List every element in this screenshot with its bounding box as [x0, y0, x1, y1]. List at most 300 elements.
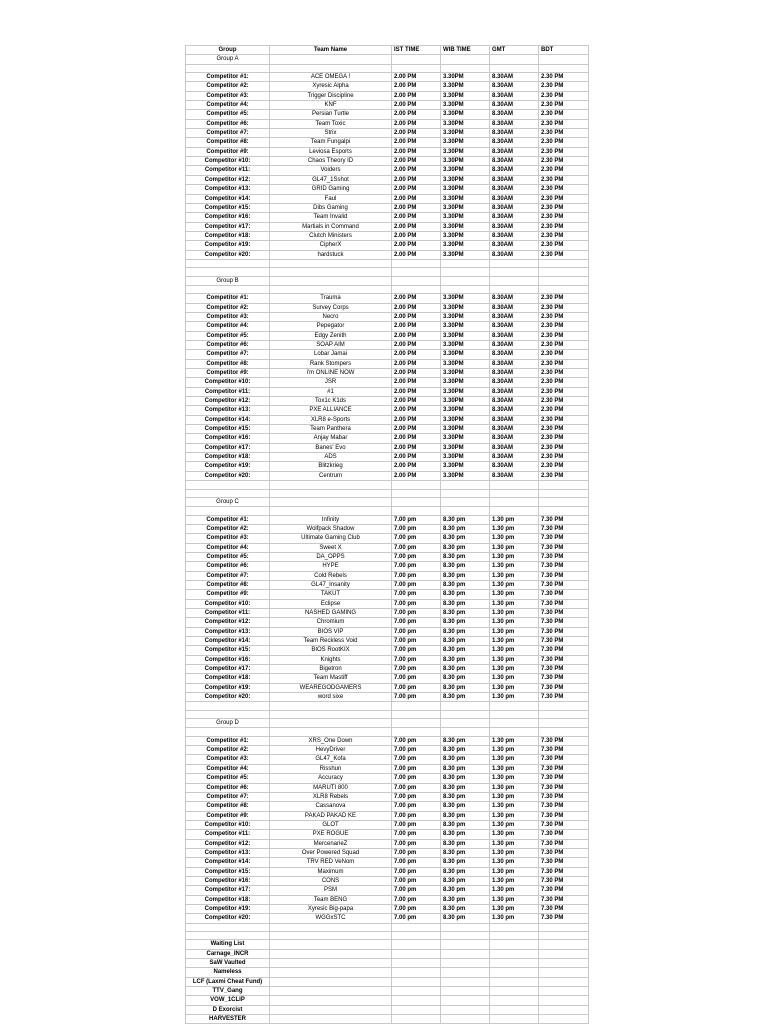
- empty-cell: [392, 481, 441, 489]
- wib-time: 8.30 pm: [441, 736, 490, 745]
- gmt-time: 1.30 pm: [490, 534, 539, 543]
- empty-cell: [392, 949, 441, 958]
- gmt-time: 1.30 pm: [490, 665, 539, 674]
- bdt-time: 7.30 PM: [539, 543, 589, 552]
- empty-cell: [392, 268, 441, 276]
- competitor-row: [186, 82, 589, 91]
- competitor-label: Competitor #17:: [186, 443, 270, 452]
- empty-cell: [392, 489, 441, 497]
- competitor-label: Competitor #5:: [186, 331, 270, 340]
- gmt-time: 1.30 pm: [490, 608, 539, 617]
- team-name: ADS: [270, 453, 392, 462]
- bdt-time: 7.30 PM: [539, 820, 589, 829]
- team-name: Xyresic Big-papa: [270, 904, 392, 913]
- empty-cell: [441, 932, 490, 940]
- competitor-row: [186, 608, 589, 617]
- gmt-time: 8.30AM: [490, 453, 539, 462]
- bdt-time: 7.30 PM: [539, 848, 589, 857]
- gmt-time: 8.30AM: [490, 434, 539, 443]
- competitor-label: Competitor #2:: [186, 524, 270, 533]
- empty-cell: [270, 64, 392, 72]
- competitor-label: Competitor #3:: [186, 91, 270, 100]
- competitor-row: [186, 914, 589, 923]
- competitor-label: Competitor #17:: [186, 665, 270, 674]
- empty-cell: [186, 489, 270, 497]
- competitor-row: [186, 443, 589, 452]
- team-name: Trigger Discipline: [270, 91, 392, 100]
- wib-time: 8.30 pm: [441, 848, 490, 857]
- bdt-time: 7.30 PM: [539, 571, 589, 580]
- gmt-time: 8.30AM: [490, 185, 539, 194]
- empty-cell: [270, 940, 392, 949]
- ist-time: 2.00 PM: [392, 231, 441, 240]
- competitor-label: Competitor #15:: [186, 203, 270, 212]
- bdt-time: 7.30 PM: [539, 655, 589, 664]
- waiting-team: TTV_Gang: [186, 987, 270, 996]
- competitor-row: [186, 755, 589, 764]
- competitor-label: Competitor #18:: [186, 674, 270, 683]
- ist-time: 2.00 PM: [392, 397, 441, 406]
- gmt-time: 8.30AM: [490, 119, 539, 128]
- ist-time: 2.00 PM: [392, 157, 441, 166]
- ist-time: 7.00 pm: [392, 820, 441, 829]
- team-name: Trauma: [270, 294, 392, 303]
- wib-time: 8.30 pm: [441, 895, 490, 904]
- header-wib-time: WIB TIME: [441, 46, 490, 55]
- wib-time: 3.30PM: [441, 185, 490, 194]
- team-name: Centrum: [270, 471, 392, 480]
- wib-time: 8.30 pm: [441, 914, 490, 923]
- team-name: #1: [270, 387, 392, 396]
- empty-cell: [186, 507, 270, 515]
- competitor-label: Competitor #10:: [186, 820, 270, 829]
- competitor-label: Competitor #20:: [186, 693, 270, 702]
- competitor-label: Competitor #17:: [186, 222, 270, 231]
- empty-cell: [539, 55, 589, 64]
- competitor-label: Competitor #15:: [186, 867, 270, 876]
- empty-cell: [490, 507, 539, 515]
- competitor-row: [186, 185, 589, 194]
- empty-cell: [490, 977, 539, 986]
- ist-time: 7.00 pm: [392, 580, 441, 589]
- wib-time: 8.30 pm: [441, 839, 490, 848]
- ist-time: 2.00 PM: [392, 415, 441, 424]
- competitor-row: [186, 415, 589, 424]
- ist-time: 7.00 pm: [392, 783, 441, 792]
- wib-time: 8.30 pm: [441, 867, 490, 876]
- team-name: CONS: [270, 876, 392, 885]
- bdt-time: 7.30 PM: [539, 774, 589, 783]
- wib-time: 3.30PM: [441, 415, 490, 424]
- wib-time: 3.30PM: [441, 82, 490, 91]
- competitor-label: Competitor #15:: [186, 646, 270, 655]
- empty-cell: [392, 996, 441, 1005]
- gmt-time: 8.30AM: [490, 471, 539, 480]
- wib-time: 8.30 pm: [441, 665, 490, 674]
- gmt-time: 1.30 pm: [490, 655, 539, 664]
- competitor-row: [186, 552, 589, 561]
- competitor-row: [186, 665, 589, 674]
- gmt-time: 1.30 pm: [490, 858, 539, 867]
- empty-cell: [392, 987, 441, 996]
- competitor-row: [186, 904, 589, 913]
- gmt-time: 8.30AM: [490, 231, 539, 240]
- empty-cell: [441, 968, 490, 977]
- empty-cell: [490, 968, 539, 977]
- competitor-label: Competitor #2:: [186, 746, 270, 755]
- team-name: NASHED GAMING: [270, 608, 392, 617]
- ist-time: 7.00 pm: [392, 746, 441, 755]
- team-name: Clutch Ministers: [270, 231, 392, 240]
- team-name: Pepegator: [270, 322, 392, 331]
- competitor-label: Competitor #9:: [186, 590, 270, 599]
- empty-cell: [441, 507, 490, 515]
- wib-time: 3.30PM: [441, 322, 490, 331]
- gmt-time: 8.30AM: [490, 147, 539, 156]
- competitor-row: [186, 303, 589, 312]
- competitor-row: [186, 194, 589, 203]
- competitor-row: [186, 157, 589, 166]
- bdt-time: 7.30 PM: [539, 876, 589, 885]
- empty-cell: [490, 719, 539, 728]
- empty-cell: [186, 268, 270, 276]
- team-name: TRV RED VeNom: [270, 858, 392, 867]
- empty-cell: [270, 710, 392, 718]
- wib-time: 8.30 pm: [441, 886, 490, 895]
- team-name: Over Powered Squad: [270, 848, 392, 857]
- wib-time: 3.30PM: [441, 110, 490, 119]
- gmt-time: 8.30AM: [490, 443, 539, 452]
- team-name: Lobar Jamai: [270, 350, 392, 359]
- empty-cell: [270, 949, 392, 958]
- gmt-time: 1.30 pm: [490, 783, 539, 792]
- waiting-list-row: [186, 996, 589, 1005]
- bdt-time: 2.30 PM: [539, 378, 589, 387]
- team-name: Team Panthera: [270, 425, 392, 434]
- bdt-time: 7.30 PM: [539, 802, 589, 811]
- empty-cell: [270, 55, 392, 64]
- competitor-label: Competitor #3:: [186, 534, 270, 543]
- ist-time: 2.00 PM: [392, 471, 441, 480]
- ist-time: 2.00 PM: [392, 378, 441, 387]
- competitor-label: Competitor #12:: [186, 175, 270, 184]
- empty-cell: [539, 1015, 589, 1024]
- empty-cell: [490, 940, 539, 949]
- bdt-time: 2.30 PM: [539, 303, 589, 312]
- team-name: Blitzkrieg: [270, 462, 392, 471]
- ist-time: 7.00 pm: [392, 858, 441, 867]
- empty-cell: [441, 55, 490, 64]
- bdt-time: 2.30 PM: [539, 194, 589, 203]
- empty-cell: [270, 977, 392, 986]
- empty-cell: [270, 1005, 392, 1014]
- gmt-time: 1.30 pm: [490, 599, 539, 608]
- bdt-time: 2.30 PM: [539, 406, 589, 415]
- bdt-time: 2.30 PM: [539, 312, 589, 321]
- bdt-time: 2.30 PM: [539, 250, 589, 259]
- team-name: CipherX: [270, 241, 392, 250]
- team-name: BIOS RootKIX: [270, 646, 392, 655]
- gmt-time: 8.30AM: [490, 101, 539, 110]
- wib-time: 3.30PM: [441, 303, 490, 312]
- competitor-row: [186, 101, 589, 110]
- bdt-time: 7.30 PM: [539, 858, 589, 867]
- wib-time: 3.30PM: [441, 213, 490, 222]
- ist-time: 7.00 pm: [392, 534, 441, 543]
- empty-cell: [539, 728, 589, 736]
- wib-time: 3.30PM: [441, 359, 490, 368]
- ist-time: 7.00 pm: [392, 811, 441, 820]
- waiting-list-row: [186, 977, 589, 986]
- empty-row: [186, 64, 589, 72]
- competitor-label: Competitor #9:: [186, 147, 270, 156]
- wib-time: 3.30PM: [441, 157, 490, 166]
- team-name: Team Mastiff: [270, 674, 392, 683]
- empty-cell: [441, 959, 490, 968]
- gmt-time: 1.30 pm: [490, 552, 539, 561]
- competitor-row: [186, 425, 589, 434]
- empty-cell: [392, 702, 441, 710]
- competitor-row: [186, 166, 589, 175]
- team-name: SOAP AIM: [270, 341, 392, 350]
- competitor-row: [186, 359, 589, 368]
- bdt-time: 7.30 PM: [539, 618, 589, 627]
- empty-cell: [490, 276, 539, 285]
- gmt-time: 1.30 pm: [490, 876, 539, 885]
- team-name: PXE ALLIANCE: [270, 406, 392, 415]
- wib-time: 3.30PM: [441, 471, 490, 480]
- team-name: i'm ONLINE NOW: [270, 369, 392, 378]
- competitor-row: [186, 471, 589, 480]
- bdt-time: 2.30 PM: [539, 82, 589, 91]
- empty-cell: [490, 497, 539, 506]
- empty-cell: [490, 987, 539, 996]
- empty-row: [186, 259, 589, 267]
- competitor-label: Competitor #1:: [186, 736, 270, 745]
- competitor-label: Competitor #15:: [186, 425, 270, 434]
- waiting-team: VOW_1CLIP: [186, 996, 270, 1005]
- empty-cell: [186, 259, 270, 267]
- empty-cell: [441, 977, 490, 986]
- bdt-time: 2.30 PM: [539, 222, 589, 231]
- empty-cell: [539, 481, 589, 489]
- bdt-time: 2.30 PM: [539, 213, 589, 222]
- empty-cell: [270, 507, 392, 515]
- competitor-row: [186, 746, 589, 755]
- team-name: GL47_1Sshot: [270, 175, 392, 184]
- empty-cell: [490, 285, 539, 293]
- competitor-label: Competitor #20:: [186, 914, 270, 923]
- empty-cell: [392, 710, 441, 718]
- competitor-row: [186, 886, 589, 895]
- ist-time: 7.00 pm: [392, 755, 441, 764]
- team-name: Sweet X: [270, 543, 392, 552]
- wib-time: 3.30PM: [441, 434, 490, 443]
- wib-time: 3.30PM: [441, 241, 490, 250]
- wib-time: 3.30PM: [441, 231, 490, 240]
- bdt-time: 7.30 PM: [539, 792, 589, 801]
- empty-cell: [392, 497, 441, 506]
- competitor-row: [186, 534, 589, 543]
- bdt-time: 2.30 PM: [539, 157, 589, 166]
- ist-time: 2.00 PM: [392, 250, 441, 259]
- team-name: Wolfpack Shadow: [270, 524, 392, 533]
- bdt-time: 7.30 PM: [539, 867, 589, 876]
- gmt-time: 1.30 pm: [490, 811, 539, 820]
- competitor-row: [186, 138, 589, 147]
- empty-cell: [186, 285, 270, 293]
- ist-time: 7.00 pm: [392, 693, 441, 702]
- team-name: Risshun: [270, 764, 392, 773]
- bdt-time: 2.30 PM: [539, 453, 589, 462]
- empty-cell: [270, 285, 392, 293]
- wib-time: 3.30PM: [441, 101, 490, 110]
- bdt-time: 7.30 PM: [539, 534, 589, 543]
- wib-time: 8.30 pm: [441, 693, 490, 702]
- ist-time: 7.00 pm: [392, 599, 441, 608]
- competitor-row: [186, 802, 589, 811]
- wib-time: 3.30PM: [441, 425, 490, 434]
- empty-cell: [441, 268, 490, 276]
- ist-time: 7.00 pm: [392, 571, 441, 580]
- competitor-row: [186, 294, 589, 303]
- empty-cell: [490, 268, 539, 276]
- ist-time: 2.00 PM: [392, 222, 441, 231]
- empty-cell: [441, 276, 490, 285]
- group-name: Group D: [186, 719, 270, 728]
- wib-time: 3.30PM: [441, 294, 490, 303]
- team-name: HYPE: [270, 562, 392, 571]
- competitor-label: Competitor #12:: [186, 839, 270, 848]
- team-name: Cassanova: [270, 802, 392, 811]
- bdt-time: 2.30 PM: [539, 471, 589, 480]
- empty-cell: [270, 276, 392, 285]
- wib-time: 8.30 pm: [441, 904, 490, 913]
- competitor-label: Competitor #12:: [186, 618, 270, 627]
- competitor-label: Competitor #18:: [186, 453, 270, 462]
- empty-cell: [270, 1015, 392, 1024]
- competitor-label: Competitor #18:: [186, 895, 270, 904]
- competitor-label: Competitor #5:: [186, 774, 270, 783]
- ist-time: 2.00 PM: [392, 101, 441, 110]
- competitor-row: [186, 453, 589, 462]
- bdt-time: 2.30 PM: [539, 443, 589, 452]
- bdt-time: 2.30 PM: [539, 350, 589, 359]
- team-name: Team Toxic: [270, 119, 392, 128]
- gmt-time: 8.30AM: [490, 341, 539, 350]
- competitor-label: Competitor #5:: [186, 552, 270, 561]
- team-name: Infinity: [270, 515, 392, 524]
- team-name: MARUTI 800: [270, 783, 392, 792]
- empty-cell: [539, 719, 589, 728]
- ist-time: 7.00 pm: [392, 848, 441, 857]
- ist-time: 7.00 pm: [392, 802, 441, 811]
- ist-time: 2.00 PM: [392, 462, 441, 471]
- wib-time: 8.30 pm: [441, 683, 490, 692]
- competitor-label: Competitor #5:: [186, 110, 270, 119]
- empty-cell: [490, 996, 539, 1005]
- empty-cell: [392, 940, 441, 949]
- competitor-row: [186, 110, 589, 119]
- ist-time: 2.00 PM: [392, 147, 441, 156]
- team-name: Accuracy: [270, 774, 392, 783]
- empty-cell: [539, 932, 589, 940]
- ist-time: 2.00 PM: [392, 73, 441, 82]
- gmt-time: 8.30AM: [490, 378, 539, 387]
- gmt-time: 1.30 pm: [490, 792, 539, 801]
- gmt-time: 8.30AM: [490, 369, 539, 378]
- empty-cell: [539, 710, 589, 718]
- wib-time: 8.30 pm: [441, 811, 490, 820]
- competitor-label: Competitor #8:: [186, 138, 270, 147]
- empty-cell: [539, 276, 589, 285]
- competitor-row: [186, 867, 589, 876]
- empty-cell: [539, 959, 589, 968]
- wib-time: 8.30 pm: [441, 674, 490, 683]
- empty-cell: [539, 996, 589, 1005]
- team-name: GLOT: [270, 820, 392, 829]
- competitor-label: Competitor #6:: [186, 341, 270, 350]
- ist-time: 2.00 PM: [392, 110, 441, 119]
- competitor-label: Competitor #2:: [186, 82, 270, 91]
- competitor-row: [186, 858, 589, 867]
- ist-time: 2.00 PM: [392, 303, 441, 312]
- empty-row: [186, 702, 589, 710]
- competitor-row: [186, 322, 589, 331]
- gmt-time: 1.30 pm: [490, 543, 539, 552]
- empty-cell: [270, 481, 392, 489]
- gmt-time: 1.30 pm: [490, 904, 539, 913]
- competitor-row: [186, 792, 589, 801]
- gmt-time: 1.30 pm: [490, 895, 539, 904]
- bdt-time: 2.30 PM: [539, 110, 589, 119]
- competitor-label: Competitor #13:: [186, 185, 270, 194]
- competitor-row: [186, 674, 589, 683]
- empty-cell: [490, 1005, 539, 1014]
- bdt-time: 7.30 PM: [539, 914, 589, 923]
- competitor-row: [186, 129, 589, 138]
- empty-cell: [270, 728, 392, 736]
- empty-cell: [539, 497, 589, 506]
- competitor-row: [186, 434, 589, 443]
- team-name: Strix: [270, 129, 392, 138]
- wib-time: 8.30 pm: [441, 876, 490, 885]
- gmt-time: 8.30AM: [490, 222, 539, 231]
- empty-cell: [490, 932, 539, 940]
- gmt-time: 8.30AM: [490, 110, 539, 119]
- empty-cell: [270, 719, 392, 728]
- team-name: Voiders: [270, 166, 392, 175]
- competitor-row: [186, 618, 589, 627]
- competitor-label: Competitor #6:: [186, 562, 270, 571]
- bdt-time: 2.30 PM: [539, 119, 589, 128]
- empty-cell: [539, 64, 589, 72]
- competitor-row: [186, 387, 589, 396]
- wib-time: 8.30 pm: [441, 543, 490, 552]
- competitor-label: Competitor #16:: [186, 434, 270, 443]
- competitor-row: [186, 683, 589, 692]
- competitor-label: Competitor #3:: [186, 755, 270, 764]
- gmt-time: 1.30 pm: [490, 637, 539, 646]
- bdt-time: 7.30 PM: [539, 693, 589, 702]
- ist-time: 7.00 pm: [392, 895, 441, 904]
- gmt-time: 8.30AM: [490, 194, 539, 203]
- bdt-time: 7.30 PM: [539, 599, 589, 608]
- gmt-time: 8.30AM: [490, 462, 539, 471]
- bdt-time: 2.30 PM: [539, 138, 589, 147]
- team-name: Tox1c K1ds: [270, 397, 392, 406]
- ist-time: 2.00 PM: [392, 453, 441, 462]
